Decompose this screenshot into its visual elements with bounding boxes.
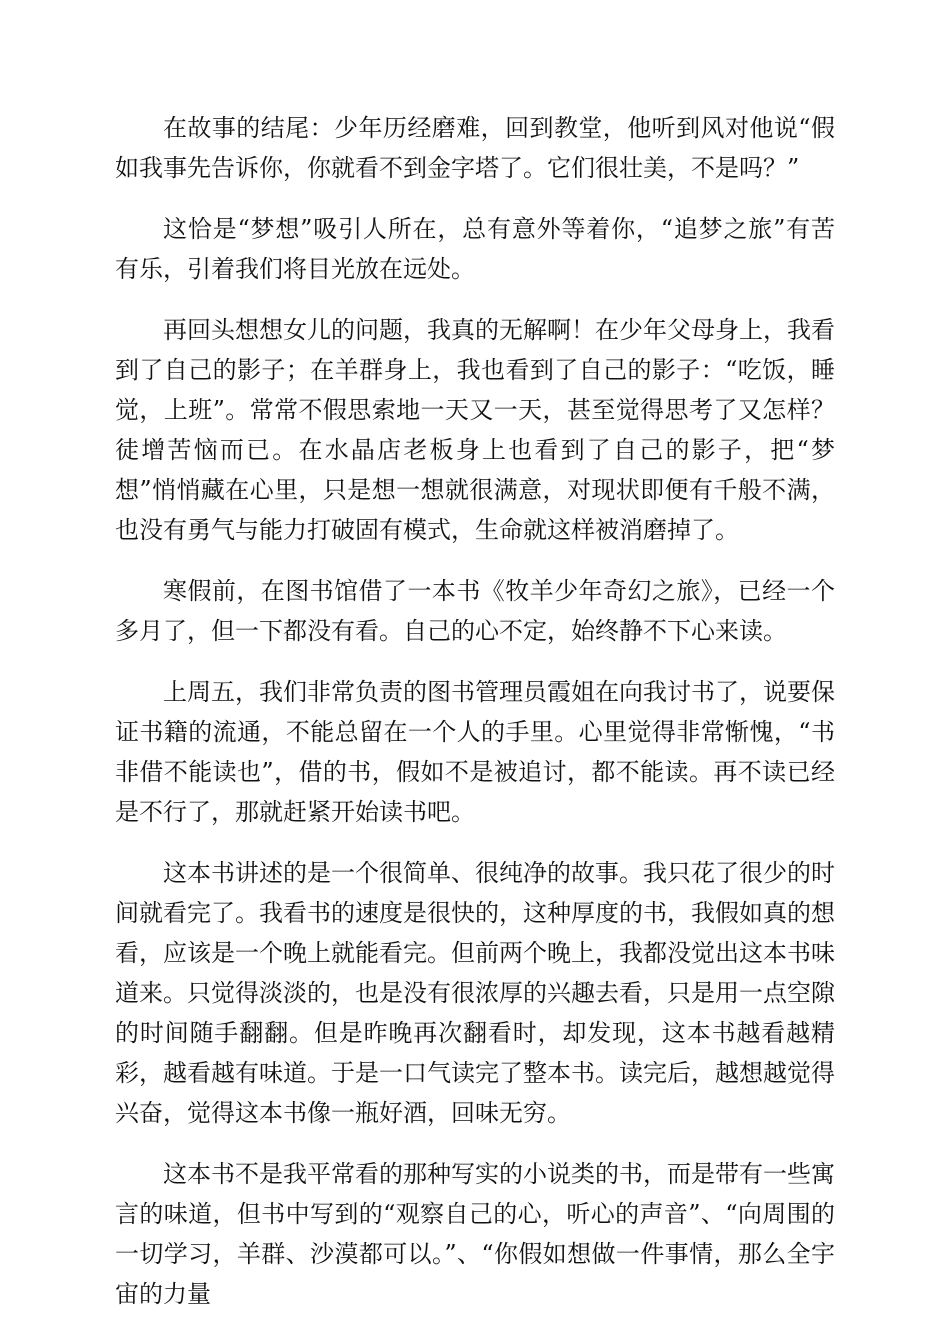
paragraph-3: 再回头想想女儿的问题，我真的无解啊！在少年父母身上，我看到了自己的影子；在羊群身上，我也看到了自己的影子：“吃饭，睡觉，上班”。常常不假思索地一天又一天，甚至觉得思考了又怎样？徒增苦恼而已。在水晶店老板身上也看到了自己的影子，把“梦想”悄悄藏在心里，只是想一想就很满意，对现状即便有千般不满，也没有勇气与能力打破固有模式，生命就这样被消磨掉了。 xyxy=(115,316,835,544)
paragraph-7: 这本书不是我平常看的那种写实的小说类的书，而是带有一些寓言的味道，但书中写到的“观察自己的心，听心的声音”、“向周围的一切学习，羊群、沙漠都可以。”、“你假如想做一件事情，那么全宇宙的力量 xyxy=(115,1160,835,1308)
paragraph-5: 上周五，我们非常负责的图书管理员霞姐在向我讨书了，说要保证书籍的流通，不能总留在一个人的手里。心里觉得非常惭愧，“书非借不能读也”，借的书，假如不是被追讨，都不能读。再不读已经是不行了，那就赶紧开始读书吧。 xyxy=(115,678,835,826)
paragraph-4: 寒假前，在图书馆借了一本书《牧羊少年奇幻之旅》，已经一个多月了，但一下都没有看。自己的心不定，始终静不下心来读。 xyxy=(115,577,835,645)
document-body xyxy=(115,108,835,1335)
paragraph-1: 在故事的结尾：少年历经磨难，回到教堂，他听到风对他说“假如我事先告诉你，你就看不到金字塔了。它们很壮美，不是吗？” xyxy=(115,114,835,182)
paragraph-2: 这恰是“梦想”吸引人所在，总有意外等着你，“追梦之旅”有苦有乐，引着我们将目光放在远处。 xyxy=(115,215,835,283)
paragraph-6: 这本书讲述的是一个很简单、很纯净的故事。我只花了很少的时间就看完了。我看书的速度是很快的，这种厚度的书，我假如真的想看，应该是一个晚上就能看完。但前两个晚上，我都没觉出这本书味道来。只觉得淡淡的，也是没有很浓厚的兴趣去看，只是用一点空隙的时间随手翻翻。但是昨晚再次翻看时，却发现，这本书越看越精彩，越看越有味道。于是一口气读完了整本书。读完后，越想越觉得兴奋，觉得这本书像一瓶好酒，回味无穷。 xyxy=(115,859,835,1127)
